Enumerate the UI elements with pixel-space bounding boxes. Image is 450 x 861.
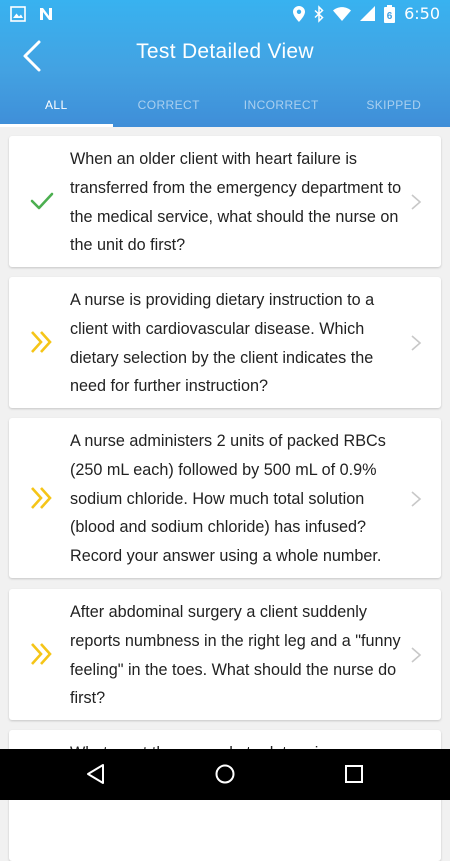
back-button[interactable] — [14, 36, 54, 76]
n-notification-icon — [38, 6, 54, 22]
question-card-1[interactable] — [9, 136, 441, 267]
question-card-4[interactable] — [9, 589, 441, 720]
chevron-right-icon — [410, 334, 422, 352]
question-list[interactable] — [0, 127, 450, 749]
double-chevron-icon — [29, 329, 55, 355]
status-bar — [0, 0, 450, 28]
double-chevron-icon — [29, 641, 55, 667]
double-chevron-icon — [29, 485, 55, 511]
question-text: After abdominal surgery a client suddenly reports numbness in the right leg and a "funny feeling" in the toes. What should the nurse do first? — [70, 598, 405, 713]
title-bar — [0, 28, 450, 82]
chevron-right-icon — [410, 490, 422, 508]
chevron-right-icon — [410, 646, 422, 664]
tab-correct[interactable]: CORRECT — [113, 90, 226, 127]
question-text: When an older client with heart failure is transferred from the emergency department to the medical service, what should the nurse on the unit do first? — [70, 145, 405, 260]
image-icon — [10, 6, 26, 22]
tab-all[interactable]: ALL — [0, 90, 113, 127]
question-text: A nurse is providing dietary instruction to a client with cardiovascular disease. Which dietary selection by the client indicates the need for further instruction? — [70, 286, 405, 401]
system-nav-bar — [0, 749, 450, 800]
wifi-icon — [333, 6, 351, 21]
status-time: 6:50 — [404, 4, 440, 23]
tab-skipped[interactable]: SKIPPED — [338, 90, 450, 127]
battery-level: 6 — [387, 11, 393, 22]
question-card-3[interactable] — [9, 418, 441, 578]
tab-incorrect[interactable]: INCORRECT — [225, 90, 338, 127]
page-title: Test Detailed View — [0, 40, 450, 64]
question-text: A nurse administers 2 units of packed RBCs (250 mL each) followed by 500 mL of 0.9% sodium chloride. How much total solution (blood and sodium chloride) has infused? Record your answer using a whole number. — [70, 427, 405, 571]
battery-icon — [384, 5, 395, 23]
chevron-right-icon — [410, 193, 422, 211]
back-triangle-icon[interactable] — [84, 762, 108, 786]
tab-bar — [0, 90, 450, 127]
check-icon — [29, 188, 55, 214]
chevron-left-icon — [25, 42, 39, 70]
signal-icon — [360, 6, 375, 21]
app-header — [0, 0, 450, 127]
recents-square-icon[interactable] — [342, 762, 366, 786]
bluetooth-icon — [314, 6, 324, 22]
home-circle-icon[interactable] — [213, 762, 237, 786]
location-icon — [293, 6, 305, 22]
question-card-2[interactable] — [9, 277, 441, 408]
